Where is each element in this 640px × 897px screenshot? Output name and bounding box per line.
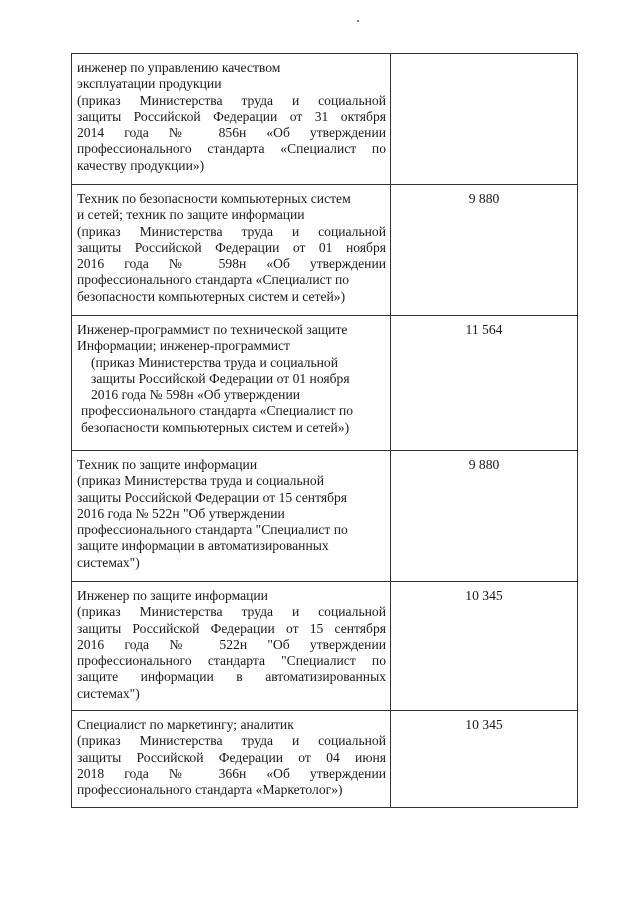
position-cell	[72, 711, 391, 808]
order-text-line: (приказ Министерства труда и социальной	[91, 354, 338, 370]
salary-value	[391, 54, 577, 60]
order-text-line: (приказ Министерства труда и социальной	[77, 473, 324, 489]
order-text-line: 2016 года № 522н "Об утверждении	[77, 636, 386, 652]
position-title-line: Техник по безопасности компьютерных систем	[77, 191, 351, 206]
order-text-line: защиты Российской Федерации от 01 ноября	[91, 370, 350, 386]
order-text-line: 2016 года № 598н «Об утверждении	[77, 256, 386, 272]
position-cell	[72, 582, 391, 711]
position-cell	[72, 54, 391, 185]
order-text-line: качеству продукции»)	[77, 157, 205, 173]
salary-table	[71, 53, 578, 808]
position-title-line: инженер по управлению качеством	[77, 60, 281, 75]
salary-value: 10 345	[465, 717, 503, 732]
order-text-line: защиты Российской Федерации от 15 сентября	[77, 489, 348, 505]
salary-value: 10 345	[465, 588, 503, 603]
table-row	[72, 185, 578, 316]
salary-cell	[391, 582, 578, 711]
table-row	[72, 54, 578, 185]
table-row	[72, 451, 578, 582]
salary-value: 9 880	[468, 457, 500, 472]
order-text-line: 2016 года № 598н «Об утверждении	[91, 387, 301, 403]
position-title-line: Специалист по маркетингу; аналитик	[77, 717, 294, 732]
table-row	[72, 582, 578, 711]
order-text-line: профессионального стандарта «Маркетолог»)	[77, 782, 343, 798]
salary-cell	[391, 316, 578, 451]
order-text-line: 2016 года № 522н "Об утверждении	[77, 505, 285, 521]
salary-cell	[391, 711, 578, 808]
position-cell	[72, 451, 391, 582]
position-title-line: Инженер по защите информации	[77, 588, 268, 603]
order-text-line: защиты Российской Федерации от 31 октября	[77, 108, 386, 124]
order-text-line: 2014 года № 856н «Об утверждении	[77, 125, 386, 141]
order-text-line: безопасности компьютерных систем и сетей»)	[77, 288, 346, 304]
order-text-line: системах")	[77, 685, 140, 701]
order-text-line: защиты Российской Федерации от 15 сентября	[77, 620, 386, 636]
position-title-line: и сетей; техник по защите информации	[77, 207, 305, 223]
table-row	[72, 316, 578, 451]
order-text-line: защиты Российской Федерации от 01 ноября	[77, 239, 386, 255]
position-title-line: Информации; инженер-программист	[77, 338, 290, 354]
position-title-line: Техник по защите информации	[77, 457, 258, 472]
position-cell	[72, 185, 391, 316]
order-text-line: безопасности компьютерных систем и сетей»)	[81, 419, 350, 435]
order-text-line: (приказ Министерства труда и социальной	[77, 733, 386, 749]
order-text-line: системах")	[77, 554, 140, 570]
order-text-line: профессионального стандарта "Специалист по	[77, 653, 386, 669]
salary-value: 11 564	[465, 322, 503, 337]
order-text-line: 2018 года № 366н «Об утверждении	[77, 765, 386, 781]
position-title-line: эксплуатации продукции	[77, 76, 222, 92]
order-text-line: профессионального стандарта "Специалист по	[77, 522, 348, 538]
order-text-line: профессионального стандарта «Специалист по	[77, 141, 386, 157]
position-cell	[72, 316, 391, 451]
salary-cell	[391, 185, 578, 316]
order-text-line: защиты Российской Федерации от 04 июня	[77, 749, 386, 765]
order-text-line: (приказ Министерства труда и социальной	[77, 223, 386, 239]
order-text-line: (приказ Министерства труда и социальной	[77, 604, 386, 620]
order-text-line: защите информации в автоматизированных	[77, 538, 329, 554]
salary-cell	[391, 451, 578, 582]
order-text-line: защите информации в автоматизированных	[77, 669, 386, 685]
salary-cell	[391, 54, 578, 185]
table-row	[72, 711, 578, 808]
position-title-line: Инженер-программист по технической защите	[77, 322, 348, 337]
scan-speck	[357, 20, 359, 22]
order-text-line: (приказ Министерства труда и социальной	[77, 92, 386, 108]
order-text-line: профессионального стандарта «Специалист по	[77, 272, 350, 288]
salary-value: 9 880	[468, 191, 500, 206]
order-text-line: профессионального стандарта «Специалист по	[81, 403, 354, 419]
